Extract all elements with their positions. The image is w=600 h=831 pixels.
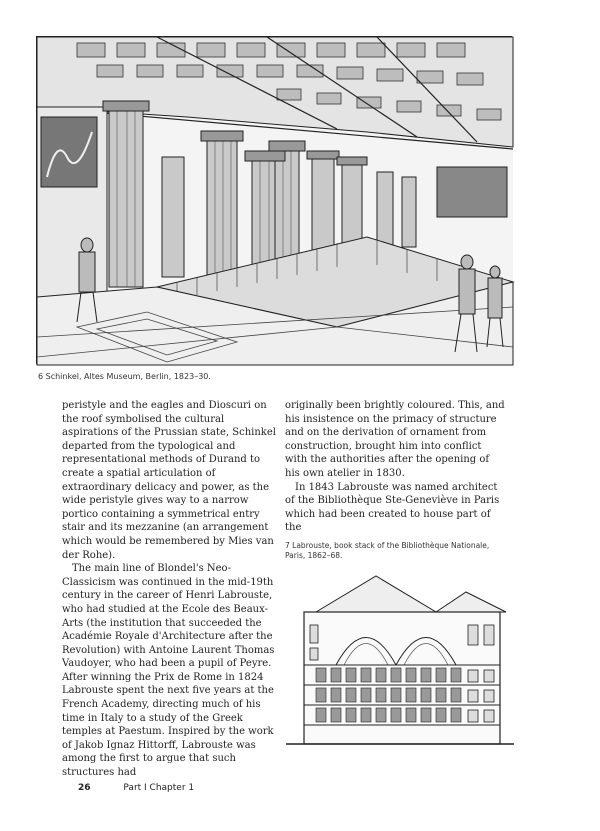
right-paragraph-2: In 1843 Labrouste was named architect of the Bibliothèque Ste-Geneviève in Paris which had been created to house part of the — [285, 481, 500, 534]
right-text-column — [285, 399, 505, 534]
page-number: 26 — [78, 783, 91, 793]
museum-interior-drawing — [37, 37, 513, 365]
library-section-drawing — [286, 570, 514, 752]
library-section-illustration — [286, 570, 514, 752]
bottom-figure-caption: 7 Labrouste, book stack of the Bibliothèque Nationale, Paris, 1862–68. — [285, 541, 490, 560]
top-figure-caption: 6 Schinkel, Altes Museum, Berlin, 1823–30. — [38, 372, 211, 381]
right-paragraph-1: originally been brightly coloured. This, and his insistence on the primacy of structure and on the derivation of ornament from construction, brought him into conflict with the authorities after the opening of his own atelier in 1830. — [285, 400, 505, 479]
left-text-column — [62, 399, 282, 779]
left-paragraph-1: peristyle and the eagles and Dioscuri on the roof symbolised the cultural aspirations of the Prussian state, Schinkel departed from the typological and representational methods of Durand to create a spatial articulation of extraordinary delicacy and power, as the wide peristyle gives way to a narrow portico containing a symmetrical entry stair and its mezzanine (an arrangement which would be remembered by Mies van der Rohe). — [62, 400, 276, 561]
page-footer — [78, 783, 194, 793]
museum-interior-illustration — [36, 36, 512, 364]
left-paragraph-2: The main line of Blondel's Neo-Classicism was continued in the mid-19th century in the career of Henri Labrouste, who had studied at the Ecole des Beaux-Arts (the institution that succeeded the Académie Royale d'Architecture after the Revolution) with Antoine Laurent Thomas Vaudoyer, who had been a pupil of Peyre. After winning the Prix de Rome in 1824 Labrouste spent the next five years at the French Academy, directing much of his time in Italy to a study of the Greek temples at Paestum. Inspired by the work of Jakob Ignaz Hittorff, Labrouste was among the first to argue that such structures had — [62, 563, 275, 779]
running-footer-section: Part I Chapter 1 — [123, 783, 195, 793]
